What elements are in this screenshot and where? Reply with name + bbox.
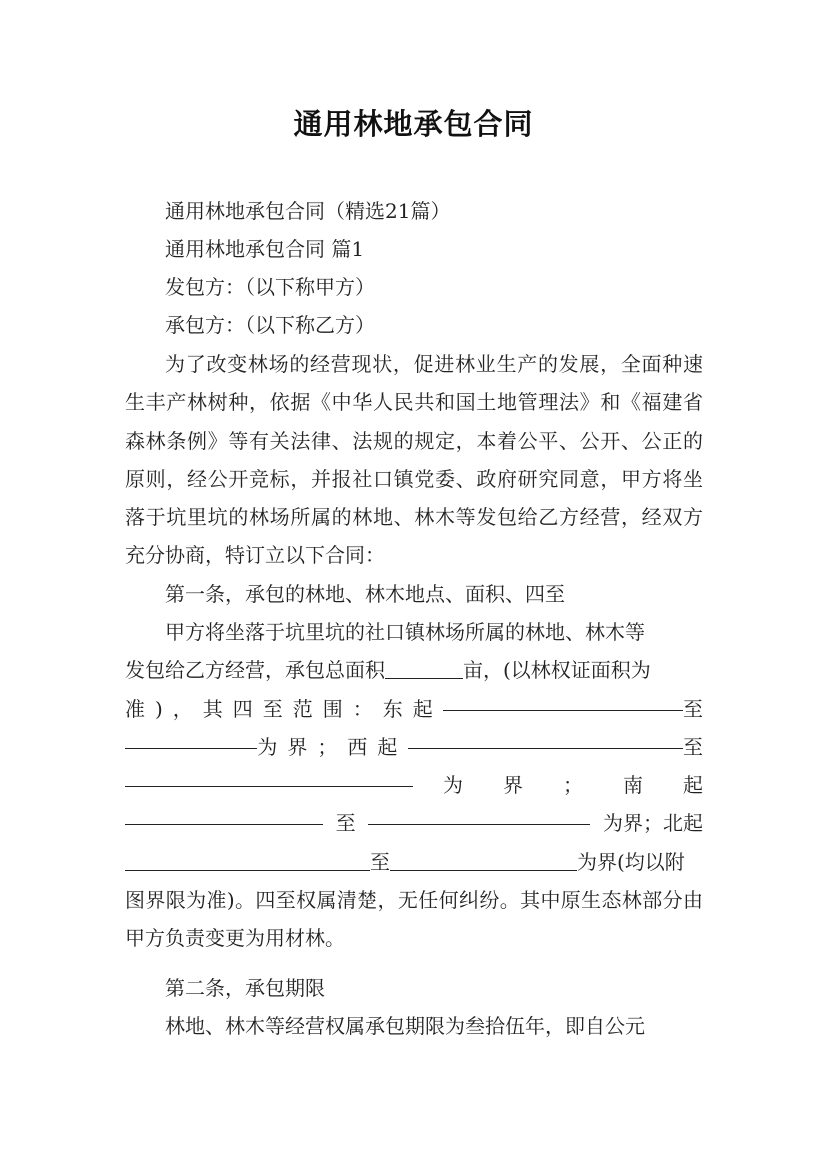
section-heading: 通用林地承包合同 篇1 bbox=[165, 237, 365, 261]
blank-field bbox=[443, 690, 683, 711]
text-span: 至 bbox=[683, 696, 703, 721]
text-span: 至 bbox=[335, 811, 356, 836]
text-span: 发包给乙方经营，承包总面积 bbox=[125, 658, 385, 683]
text-line: 甲方将坐落于坑里坑的社口镇林场所属的林地、林木等 bbox=[165, 620, 645, 644]
article-2-heading: 第二条，承包期限 bbox=[165, 976, 325, 1000]
subtitle-line: 通用林地承包合同（精选21篇） bbox=[165, 199, 451, 223]
text-line bbox=[125, 690, 703, 728]
document-title: 通用林地承包合同 bbox=[293, 107, 534, 141]
blank-field bbox=[408, 728, 683, 749]
article-1-heading: 第一条，承包的林地、林木地点、面积、四至 bbox=[165, 582, 565, 606]
blank-field bbox=[368, 804, 590, 825]
article-1-paragraph bbox=[125, 613, 743, 958]
text-line bbox=[125, 804, 703, 842]
blank-field bbox=[125, 804, 323, 825]
party-b-line: 承包方：（以下称乙方） bbox=[165, 313, 375, 337]
text-line bbox=[125, 766, 743, 804]
text-span: 为界(均以附 bbox=[577, 849, 685, 874]
text-line bbox=[125, 728, 703, 766]
text-span: 至 bbox=[370, 849, 390, 874]
text-span: 为界；南起 bbox=[443, 773, 743, 798]
text-span: 为界；西起 bbox=[257, 734, 408, 759]
text-line bbox=[125, 651, 703, 689]
text-span: 亩，(以林权证面积为 bbox=[463, 658, 651, 683]
text-span: 准)，其四至范围：东起 bbox=[125, 696, 443, 721]
text-span: 为界；北起 bbox=[602, 811, 703, 836]
text-line bbox=[125, 843, 703, 881]
text-span: 至 bbox=[682, 734, 703, 759]
blank-field bbox=[125, 728, 257, 749]
party-a-line: 发包方：（以下称甲方） bbox=[165, 275, 375, 299]
blank-field bbox=[385, 658, 463, 679]
blank-field bbox=[125, 766, 413, 787]
blank-field bbox=[125, 850, 370, 871]
article-2-paragraph: 林地、林木等经营权属承包期限为叁拾伍年，即自公元 bbox=[165, 1014, 645, 1038]
preamble-paragraph: 为了改变林场的经营现状，促进林业生产的发展，全面种速生丰产林树种，依据《中华人民共和国土地管理法》和《福建省森林条例》等有关法律、法规的规定，本着公平、公开、公正的原则，经公开竞标，并报社口镇党委、政府研究同意，甲方将坐落于坑里坑的林场所属的林地、林木等发包给乙方经营，经双方充分协商，特订立以下合同： bbox=[125, 352, 703, 568]
text-line: 图界限为准)。四至权属清楚，无任何纠纷。其中原生态林部分由甲方负责变更为用材林。 bbox=[125, 888, 703, 951]
blank-field bbox=[390, 850, 577, 871]
